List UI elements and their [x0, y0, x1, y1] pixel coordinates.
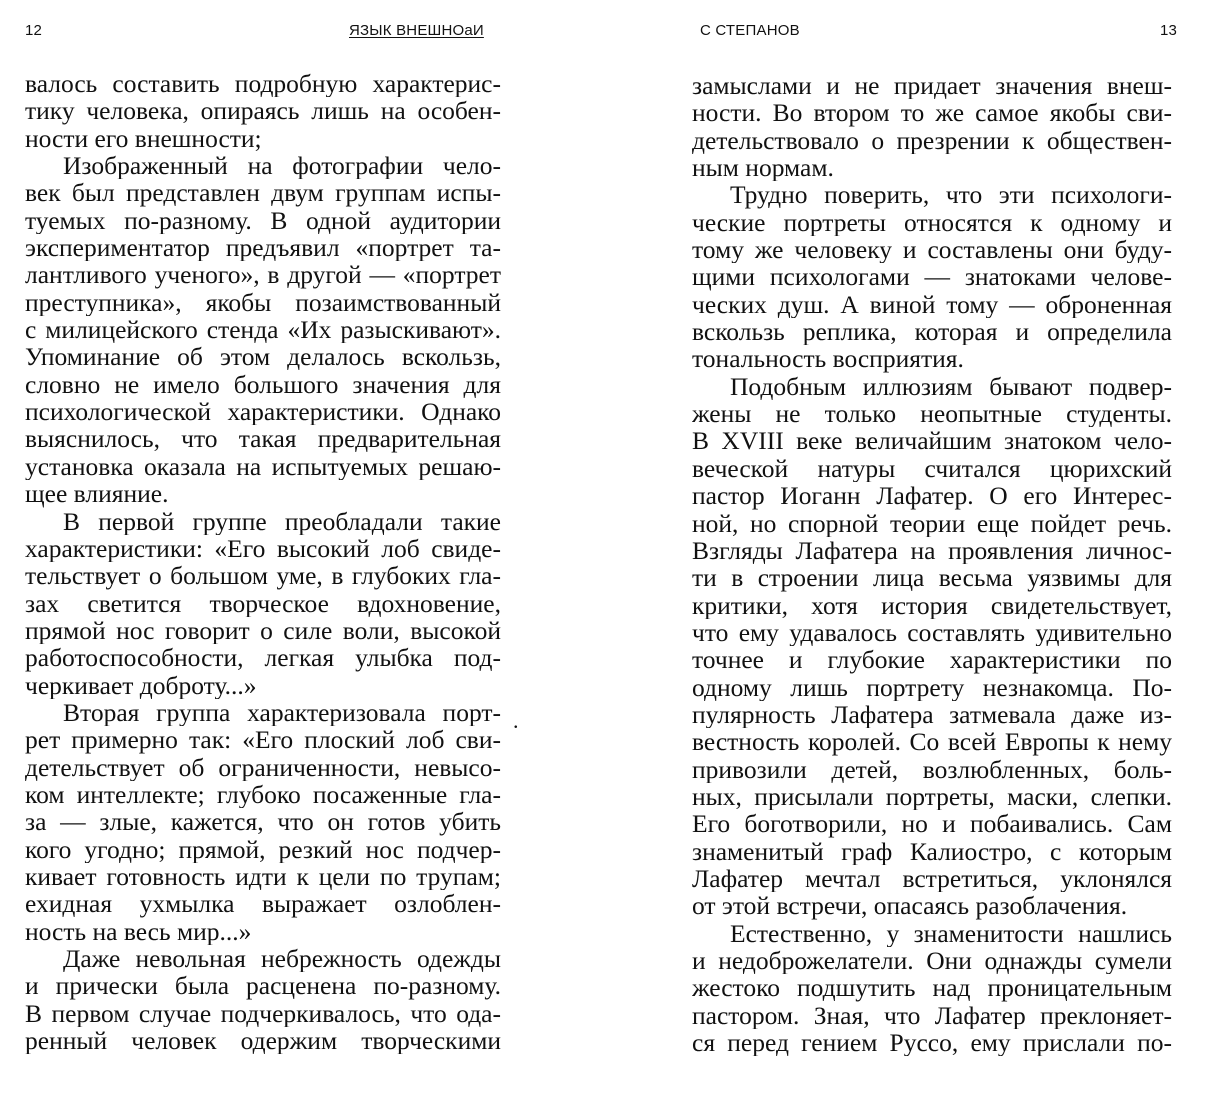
- text-line: с милицейского стенда «Их разыскивают».: [25, 316, 501, 344]
- text-line: детельствовало о презрении к обществен-: [692, 126, 1172, 155]
- page-number-right: 13: [1160, 22, 1178, 39]
- text-line: лантливого ученого», в другой — «портрет: [25, 261, 501, 289]
- text-line: от этой встречи, опасаясь разоблачения.: [692, 892, 1128, 920]
- text-line: прямой нос говорит о силе воли, высокой: [25, 616, 501, 645]
- text-line: и недоброжелатели. Они однажды сумели: [692, 947, 1172, 975]
- text-line: установка оказала на испытуемых решаю-: [25, 452, 501, 481]
- text-line: и прически была расценена по-разному.: [25, 972, 501, 1000]
- text-line: одному лишь портрету незнакомца. По-: [692, 673, 1172, 701]
- text-line: критики, хотя история свидетельствует,: [692, 591, 1172, 619]
- text-line: вестность королей. Со всей Европы к нему: [692, 728, 1172, 756]
- text-line: кого угодно; прямой, резкий нос подчер-: [25, 835, 501, 863]
- text-line: точнее и глубокие характеристики по: [692, 646, 1172, 674]
- text-line: В XVIII веке величайшим знатоком чело-: [692, 427, 1172, 455]
- right-page-text: [692, 72, 1172, 1056]
- text-line: выяснилось, что такая предварительная: [25, 425, 501, 453]
- text-line: за — злые, кажется, что он готов убить: [25, 808, 501, 836]
- text-line: ехидная ухмылка выражает озлоблен-: [25, 890, 501, 918]
- text-line: рет примерно так: «Его плоский лоб сви-: [25, 726, 501, 754]
- text-line: В первой группе преобладали такие: [63, 507, 501, 535]
- text-line: детельствует об ограниченности, невысо-: [25, 753, 501, 781]
- text-line: щими психологами — знатоками челове-: [692, 263, 1172, 291]
- text-line: ческих душ. А виной тому — оброненная: [692, 290, 1172, 319]
- text-line: ренный человек одержим творческими: [25, 1027, 501, 1055]
- text-line: знаменитый граф Калиостро, с которым: [692, 837, 1172, 865]
- text-line: экспериментатор предъявил «портрет та-: [25, 234, 501, 262]
- text-line: тому же человеку и составлены они буду-: [692, 236, 1172, 264]
- text-line: ческие портреты относятся к одному и: [692, 208, 1172, 237]
- text-line: кивает готовность идти к цели по трупам;: [25, 862, 501, 891]
- text-line: век был представлен двум группам испы-: [25, 179, 501, 207]
- text-line: В первом случае подчеркивалось, что ода-: [25, 999, 501, 1028]
- text-line: Подобным иллюзиям бывают подвер-: [730, 372, 1172, 401]
- running-title: ЯЗЫК ВНЕШНОаИ: [349, 22, 484, 39]
- text-line: тельствует о большом уме, в глубоких гла-: [25, 562, 501, 590]
- text-line: ным нормам.: [692, 154, 834, 182]
- text-line: Изображенный на фотографии чело-: [63, 152, 501, 180]
- text-line: Вторая группа характеризовала порт-: [63, 698, 501, 727]
- text-line: пастор Иоганн Лафатер. О его Интерес-: [692, 482, 1172, 510]
- text-line: работоспособности, легкая улыбка под-: [25, 644, 501, 672]
- text-line: словно не имело большого значения для: [25, 370, 501, 399]
- text-line: ных, присылали портреты, маски, слепки.: [692, 782, 1172, 811]
- text-line: щее влияние.: [25, 480, 169, 508]
- text-line: жестоко подшутить над проницательным: [692, 974, 1172, 1002]
- left-page-text: [25, 70, 501, 1054]
- running-author: С СТЕПАНОВ: [700, 22, 800, 39]
- text-line: Взгляды Лафатера на проявления личнос-: [692, 536, 1172, 565]
- text-line: жены не только неопытные студенты.: [692, 400, 1172, 428]
- margin-mark: .: [513, 708, 519, 733]
- text-line: пастором. Зная, что Лафатер преклоняет-: [692, 1001, 1172, 1030]
- text-line: психологической характеристики. Однако: [25, 398, 501, 426]
- text-line: ности. Во втором то же самое якобы сви-: [692, 99, 1172, 127]
- text-line: характеристики: «Его высокий лоб свиде-: [25, 534, 501, 563]
- text-line: тику человека, опираясь лишь на особен-: [25, 97, 501, 125]
- text-line: ком интеллекте; глубоко посаженные гла-: [25, 780, 501, 809]
- text-line: замыслами и не придает значения внеш-: [692, 72, 1172, 100]
- text-line: Естественно, у знаменитости нашлись: [730, 919, 1172, 947]
- text-line: туемых по-разному. В одной аудитории: [25, 206, 501, 235]
- text-line: веческой натуры считался цюрихский: [692, 454, 1172, 483]
- text-line: привозили детей, возлюбленных, боль-: [692, 755, 1172, 783]
- text-line: Даже невольная небрежность одежды: [63, 945, 501, 973]
- text-line: тональность восприятия.: [692, 345, 964, 373]
- text-line: что ему удавалось составлять удивительно: [692, 618, 1172, 647]
- text-line: ности его внешности;: [25, 124, 262, 153]
- text-line: Упоминание об этом делалось вскользь,: [25, 343, 501, 371]
- text-line: ной, но спорной теории еще пойдет речь.: [692, 509, 1172, 537]
- text-line: Лафатер мечтал встретиться, уклонялся: [692, 864, 1172, 893]
- text-line: валось составить подробную характерис-: [25, 70, 501, 98]
- text-line: преступника», якобы позаимствованный: [25, 288, 501, 317]
- text-line: Его боготворили, но и побаивались. Сам: [692, 810, 1172, 838]
- text-line: ти в строении лица весьма уязвимы для: [692, 564, 1172, 592]
- text-line: ся перед гением Руссо, ему прислали по-: [692, 1029, 1172, 1057]
- page-number-left: 12: [25, 22, 43, 39]
- text-line: Трудно поверить, что эти психологи-: [730, 181, 1172, 209]
- text-line: черкивает доброту...»: [25, 671, 257, 699]
- text-line: зах светится творческое вдохновение,: [25, 589, 501, 617]
- text-line: ность на весь мир...»: [25, 917, 252, 945]
- text-line: вскользь реплика, которая и определила: [692, 318, 1172, 346]
- text-line: пулярность Лафатера затмевала даже из-: [692, 700, 1172, 729]
